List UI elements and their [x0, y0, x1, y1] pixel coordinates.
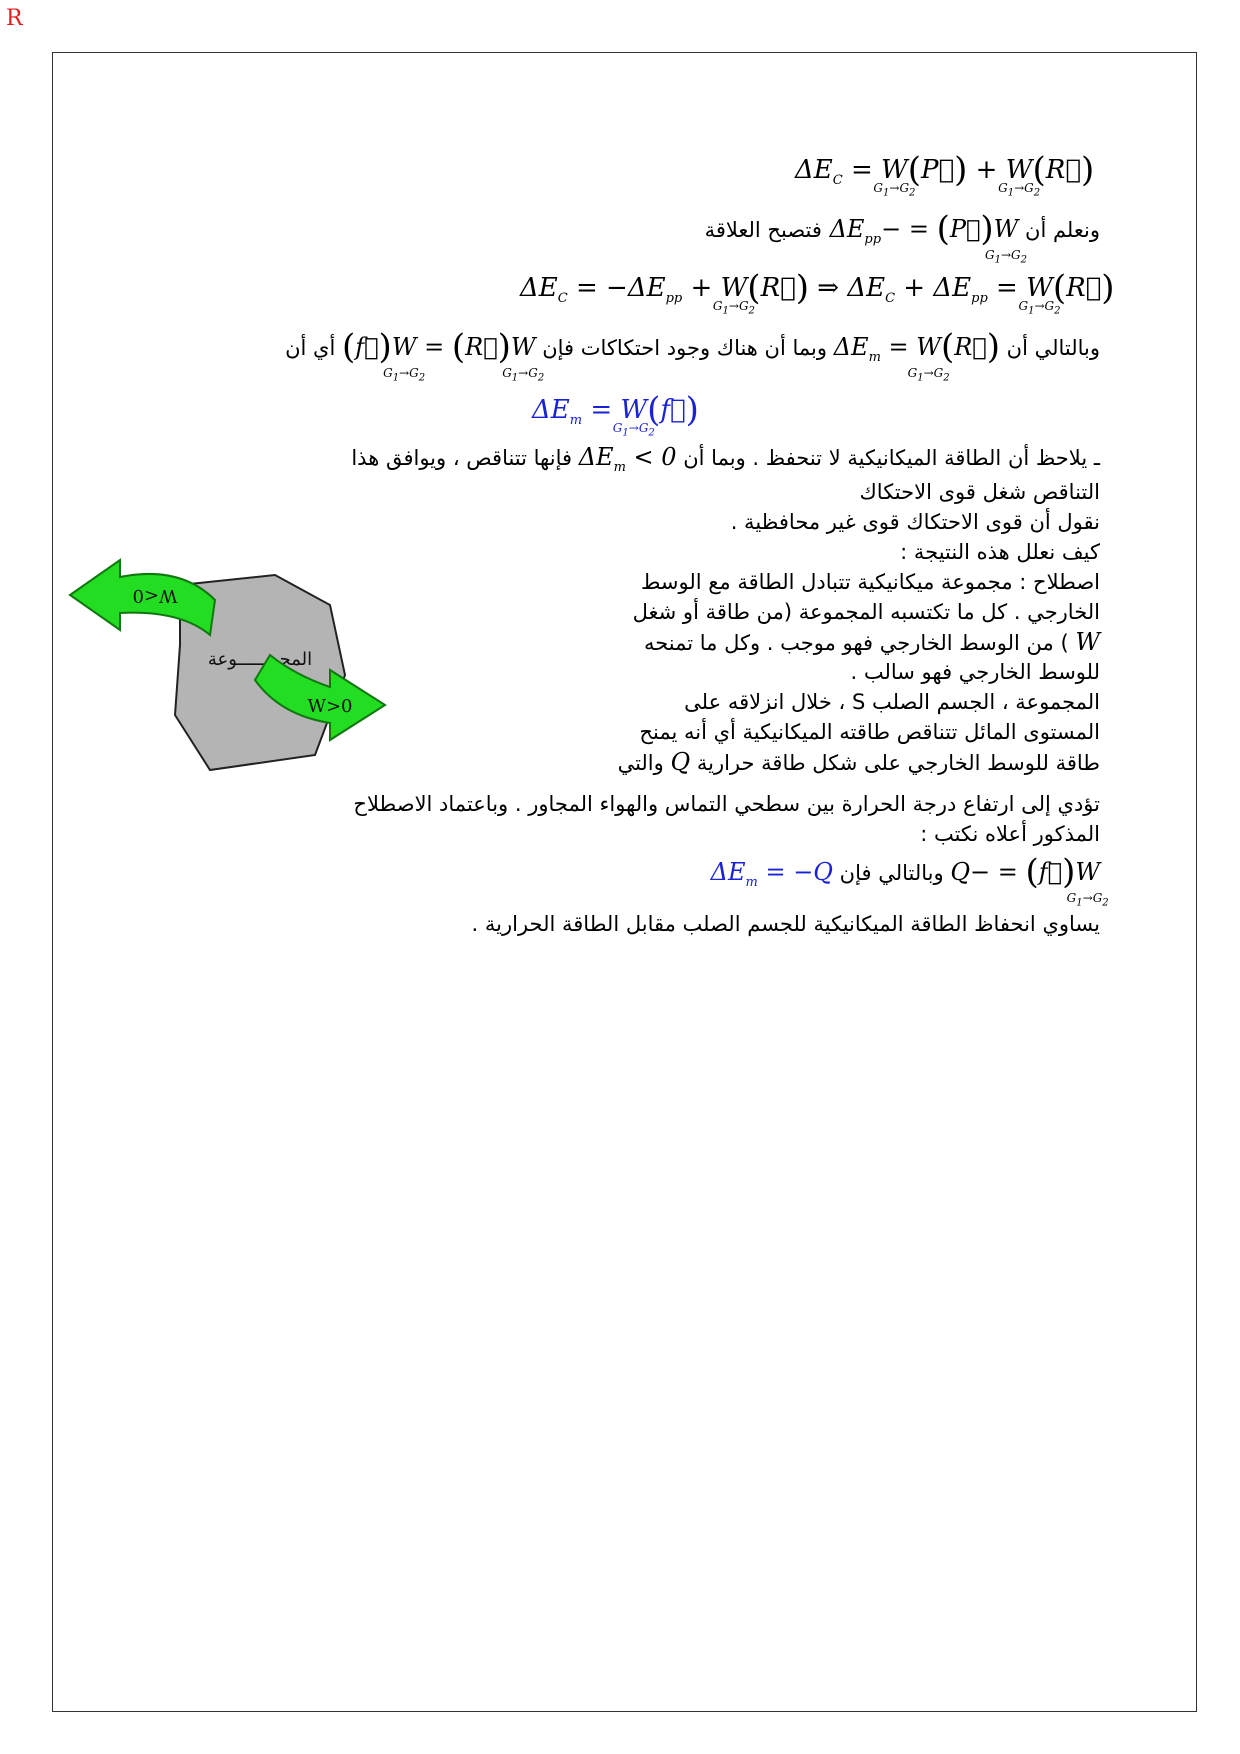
arrow-out-label: W<0	[132, 585, 178, 606]
inline-equation-w-f-q: W $G_1\to G_2$ (f⃗) = −Q	[950, 852, 1109, 909]
equation-energy-theorem: $\Delta E_C = W$ $G_1\to G_2$ (P⃗) + W $G_1\to G_2$ (R⃗)	[795, 150, 1095, 199]
inline-equation-em-r: $\Delta E_m = W$ $G_1\to G_2$ (R⃗)	[833, 327, 1000, 384]
inline-equation-em-negative: $\Delta E_m < 0$	[578, 443, 677, 475]
text-line: للوسط الخارجي فهو سالب .	[850, 660, 1100, 684]
inline-equation-r-f: W $G_1\to G_2$ (R⃗) = W $G_1\to G_2$ (f⃗)	[341, 327, 545, 384]
text-line-heat	[710, 852, 1109, 909]
text-line-friction	[285, 327, 1100, 384]
text-line: التناقص شغل قوى الاحتكاك	[859, 480, 1100, 504]
text-fragment: فتصبح العلاقة	[704, 218, 822, 242]
text-fragment: والتي	[617, 751, 664, 775]
text-line: الخارجي . كل ما تكتسبه المجموعة (من طاقة أو شغل	[632, 600, 1100, 624]
corner-mark: R	[6, 6, 23, 31]
text-line: نقول أن قوى الاحتكاك قوى غير محافظية .	[730, 510, 1100, 534]
text-fragment: وبالتالي أن	[1006, 336, 1100, 360]
energy-exchange-diagram	[60, 555, 390, 780]
inline-equation-weight: W $G_1\to G_2$ (P⃗) = $-\Delta E_{pp}$	[829, 209, 1027, 266]
text-line: يساوي انحفاظ الطاقة الميكانيكية للجسم الصلب مقابل الطاقة الحرارية .	[471, 912, 1100, 936]
text-fragment: طاقة للوسط الخارجي على شكل طاقة حرارية	[696, 751, 1100, 775]
text-fragment: ـ يلاحظ أن الطاقة الميكانيكية لا تنحفظ . وبما أن	[683, 446, 1100, 470]
text-line-observation	[351, 443, 1100, 482]
inline-symbol-q: Q	[670, 748, 691, 776]
text-fragment: فإنها تتناقص ، ويوافق هذا	[351, 446, 573, 470]
arrow-in-label: W>0	[307, 696, 353, 717]
text-line	[644, 628, 1100, 657]
inline-symbol-w: W	[1075, 628, 1100, 656]
text-fragment: ) من الوسط الخارجي فهو موجب . وكل ما تمنحه	[643, 631, 1069, 655]
text-fragment: أي أن	[285, 336, 336, 360]
text-line: المذكور أعلاه نكتب :	[920, 822, 1100, 846]
text-line: كيف نعلل هذه النتيجة :	[900, 540, 1100, 564]
text-line: اصطلاح : مجموعة ميكانيكية تتبادل الطاقة مع الوسط	[640, 570, 1100, 594]
equation-em-friction: $\Delta E_m = W$ $G_1\to G_2$ (f⃗)	[532, 390, 699, 439]
equation-energy-rearranged: $\Delta E_C = -\Delta E_{pp} + W$ $G_1\to G_2$ (R⃗) ⇒ $\Delta E_C + \Delta E_{pp} = W$ $G_1\to G_2$ (R⃗)	[520, 268, 1115, 317]
text-fragment: وبما أن هناك وجود احتكاكات فإن	[542, 336, 828, 360]
inline-equation-em-q: $\Delta E_m = -Q$	[710, 858, 833, 890]
text-fragment: وبالتالي فإن	[839, 861, 944, 885]
text-fragment: ونعلم أن	[1025, 218, 1100, 242]
system-label: المجمــــــوعة	[207, 649, 313, 670]
text-line-weight-work	[704, 209, 1100, 266]
text-line: المجموعة ، الجسم الصلب S ، خلال انزلاقه على	[684, 690, 1100, 714]
text-line: المستوى المائل تتناقص طاقته الميكانيكية أي أنه يمنح	[639, 720, 1100, 744]
text-line	[618, 748, 1100, 777]
text-line: تؤدي إلى ارتفاع درجة الحرارة بين سطحي التماس والهواء المجاور . وباعتماد الاصطلاح	[353, 792, 1100, 816]
